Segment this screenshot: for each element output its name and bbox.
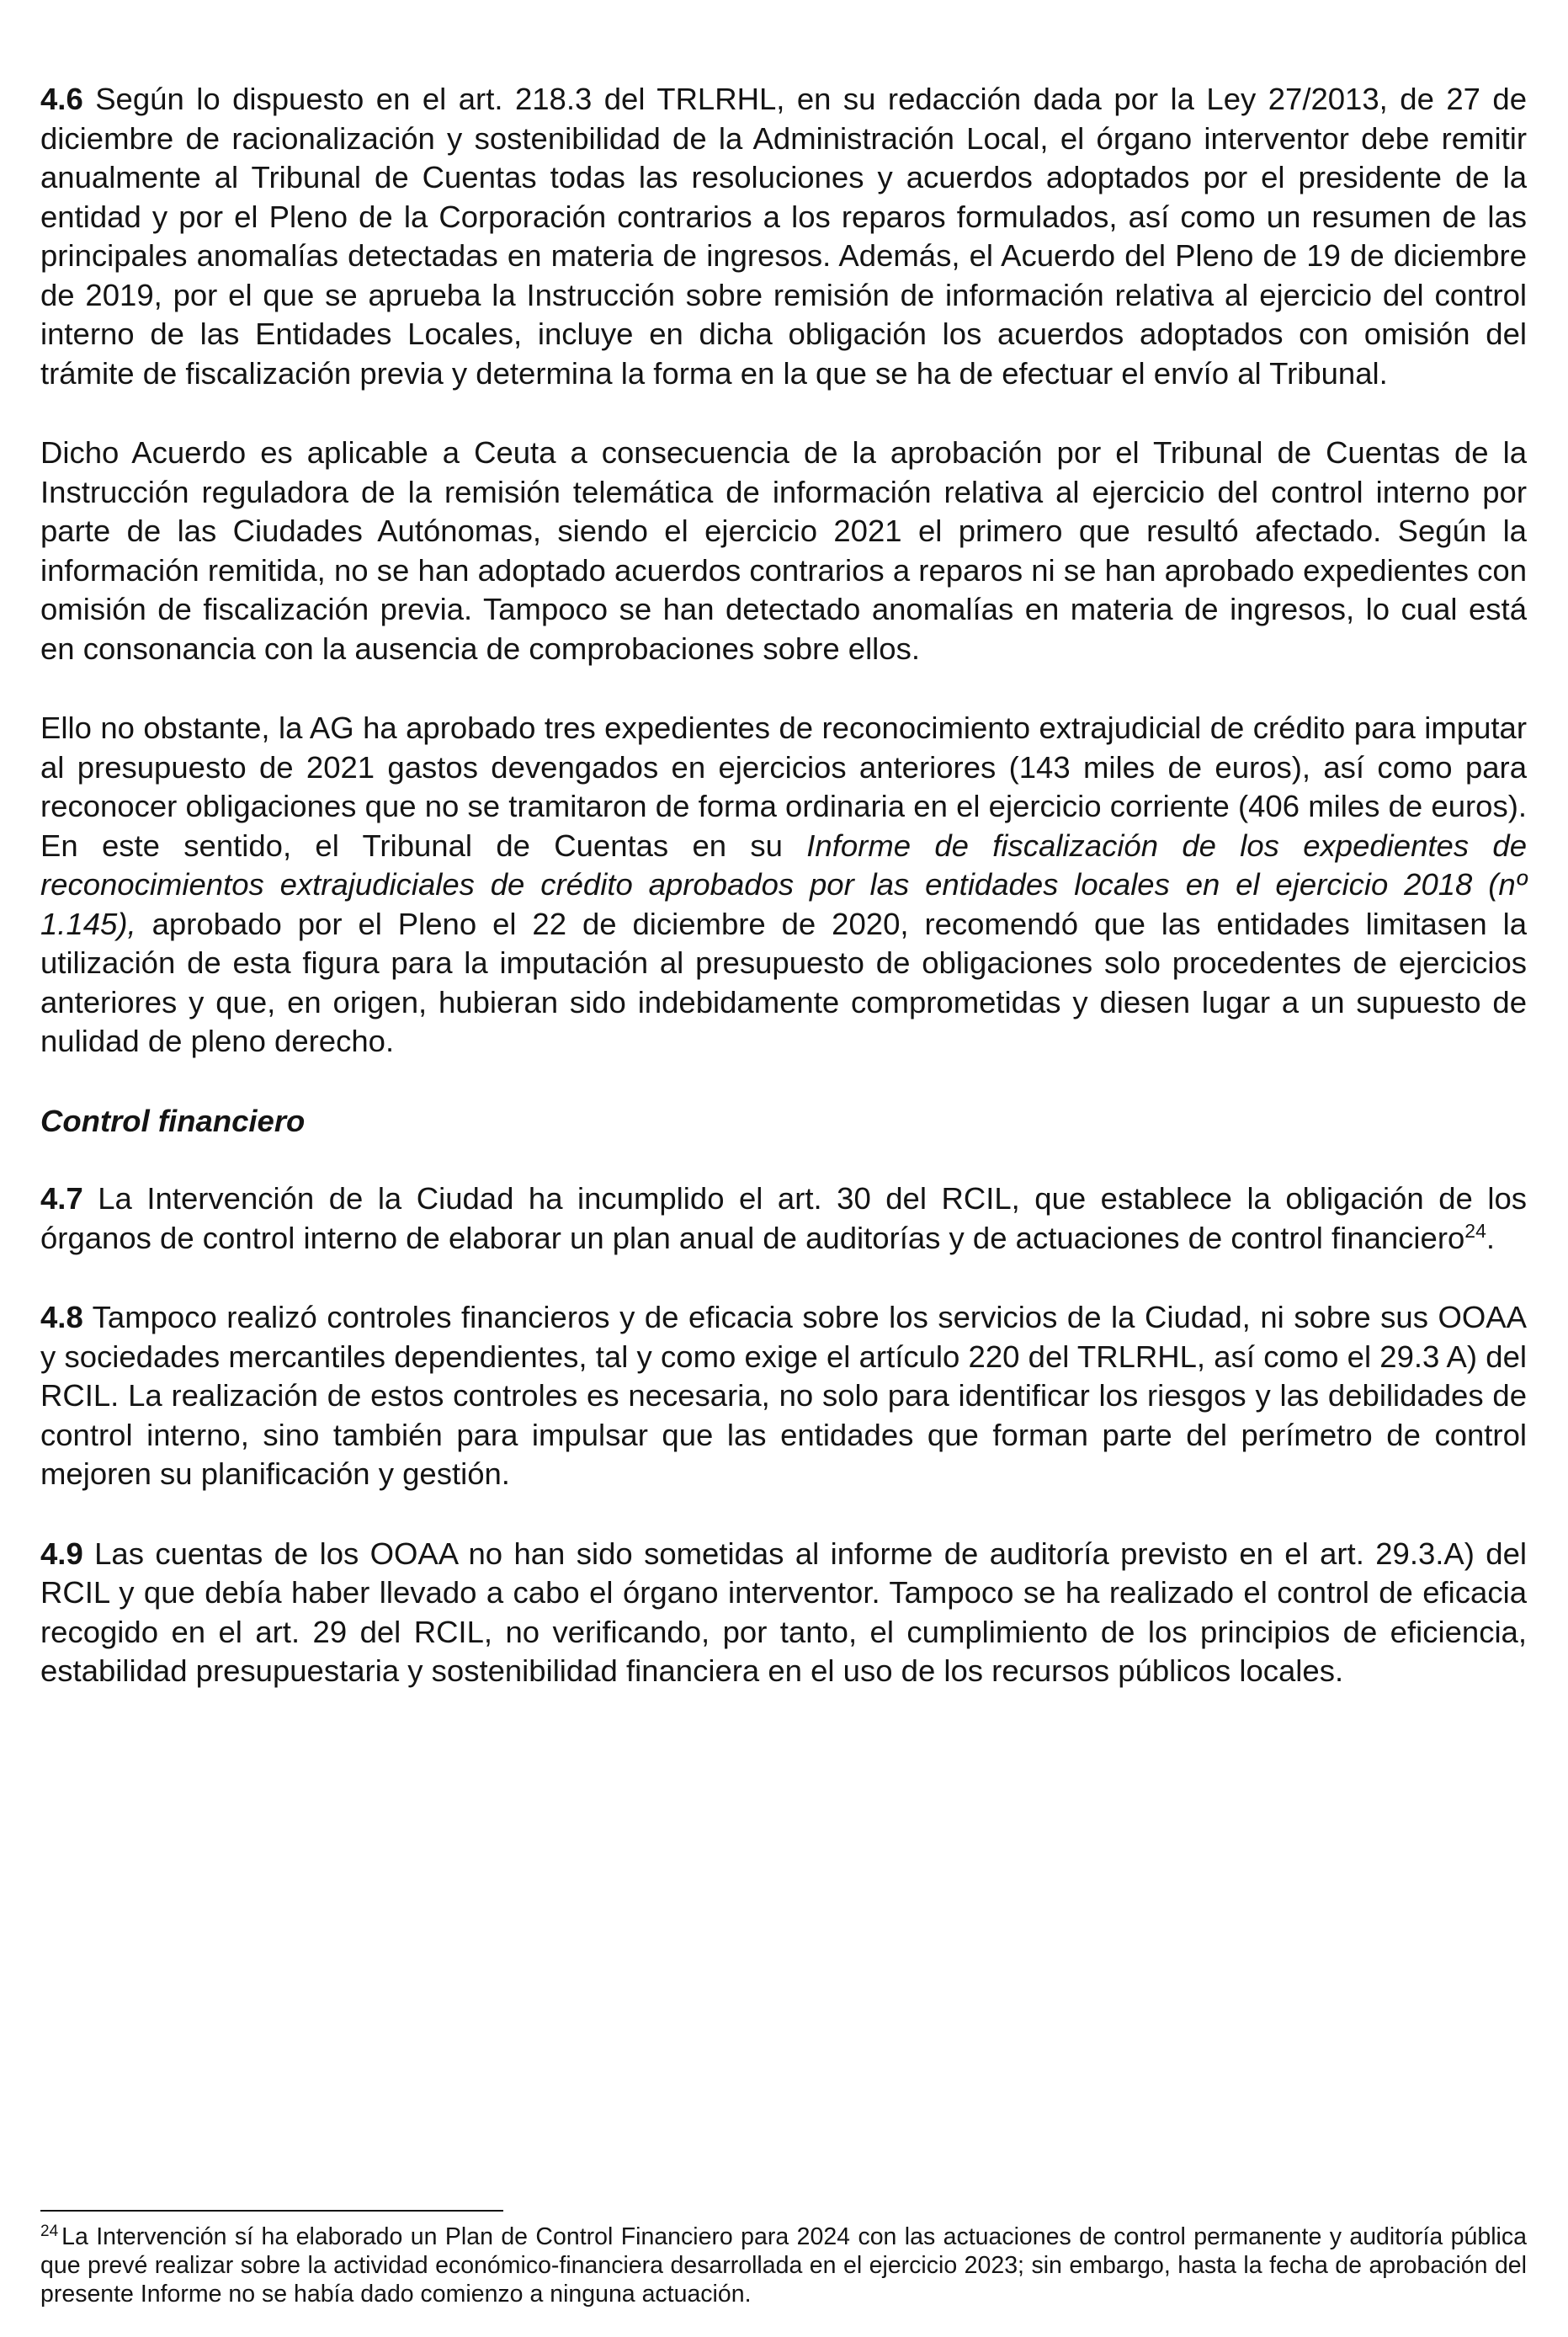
paragraph-text: Tampoco realizó controles financieros y de eficacia sobre los servicios de la Ciudad, ni sobre sus OOAA y sociedades mercantiles dependientes, tal y como exige el artículo 220 del TRLRHL, así como el 29.3 A) del RCIL. La realización de estos controles es necesaria, no solo para identificar los riesgos y las debilidades de control interno, sino también para impulsar que las entidades que forman parte del perímetro de control mejoren su planificación y gestión. [40,1300,1527,1491]
document-body [40,80,1527,1732]
paragraph-text: La Intervención de la Ciudad ha incumplido el art. 30 del RCIL, que establece la obligación de los órganos de control interno de elaborar un plan anual de auditorías y de actuaciones de control financiero [40,1181,1527,1255]
footnote-reference[interactable]: 24 [1464,1219,1486,1242]
footnote-mark: 24 [40,2222,59,2240]
paragraph-4-9 [40,1535,1527,1691]
paragraph-text-continued: aprobado por el Pleno el 22 de diciembre de 2020, recomendó que las entidades limitasen la utilización de esta figura para la imputación al presupuesto de obligaciones solo procedentes de ejercicios anteriores y que, en origen, hubieran sido indebidamente comprometidas y diesen lugar a un supuesto de nulidad de pleno derecho. [40,906,1527,1058]
footnote-divider [40,2210,503,2212]
section-heading: Control financiero [40,1103,306,1138]
paragraph-text: Según lo dispuesto en el art. 218.3 del TRLRHL, en su redacción dada por la Ley 27/2013, de 27 de diciembre de racionalización y sostenibilidad de la Administración Local, el órgano interventor debe remitir anualmente al Tribunal de Cuentas todas las resoluciones y acuerdos adoptados por el presidente de la entidad y por el Pleno de la Corporación contrarios a los reparos formulados, así como un resumen de las principales anomalías detectadas en materia de ingresos. Además, el Acuerdo del Pleno de 19 de diciembre de 2019, por el que se aprueba la Instrucción sobre remisión de información relativa al ejercicio del control interno de las Entidades Locales, incluye en dicha obligación los acuerdos adoptados con omisión del trámite de fiscalización previa y determina la forma en la que se ha de efectuar el envío al Tribunal. [40,82,1527,391]
report-title-italic: Informe de fiscalización de los expedientes de reconocimientos extrajudiciales de crédito aprobados por las entidades locales en el ejercicio 2018 (nº 1.145), [40,828,1527,941]
footnote-text: La Intervención sí ha elaborado un Plan de Control Financiero para 2024 con las actuaciones de control permanente y auditoría pública que prevé realizar sobre la actividad económico-financiera desarrollada en el ejercicio 2023; sin embargo, hasta la fecha de aprobación del presente Informe no se había dado comienzo a ninguna actuación. [40,2223,1527,2308]
paragraph-ello-no-obstante [40,709,1527,1062]
paragraph-text: Ello no obstante, la AG ha aprobado tres expedientes de reconocimiento extrajudicial de crédito para imputar al presupuesto de 2021 gastos devengados en ejercicios anteriores (143 miles de euros), así como para reconocer obligaciones que no se tramitaron de forma ordinaria en el ejercicio corriente (406 miles de euros). En este sentido, el Tribunal de Cuentas en su [40,711,1527,863]
paragraph-text-end: . [1486,1220,1496,1255]
paragraph-text: Dicho Acuerdo es aplicable a Ceuta a consecuencia de la aprobación por el Tribunal de Cuentas de la Instrucción reguladora de la remisión telemática de información relativa al ejercicio del control interno por parte de las Ciudades Autónomas, siendo el ejercicio 2021 el primero que resultó afectado. Según la información remitida, no se han adoptado acuerdos contrarios a reparos ni se han aprobado expedientes con omisión de fiscalización previa. Tampoco se han detectado anomalías en materia de ingresos, lo cual está en consonancia con la ausencia de comprobaciones sobre ellos. [40,435,1527,666]
paragraph-4-8 [40,1298,1527,1494]
footnote-24 [40,2223,1527,2308]
paragraph-4-6 [40,80,1527,393]
paragraph-dicho-acuerdo [40,434,1527,668]
paragraph-number: 4.9 [40,1536,83,1571]
paragraph-text: Las cuentas de los OOAA no han sido sometidas al informe de auditoría previsto en el art. 29.3.A) del RCIL y que debía haber llevado a cabo el órgano interventor. Tampoco se ha realizado el control de eficacia recogido en el art. 29 del RCIL, no verificando, por tanto, el cumplimiento de los principios de eficiencia, estabilidad presupuestaria y sostenibilidad financiera en el uso de los recursos públicos locales. [40,1536,1527,1688]
paragraph-number: 4.8 [40,1300,83,1334]
paragraph-number: 4.7 [40,1181,83,1216]
paragraph-4-7 [40,1179,1527,1258]
paragraph-number: 4.6 [40,82,83,116]
